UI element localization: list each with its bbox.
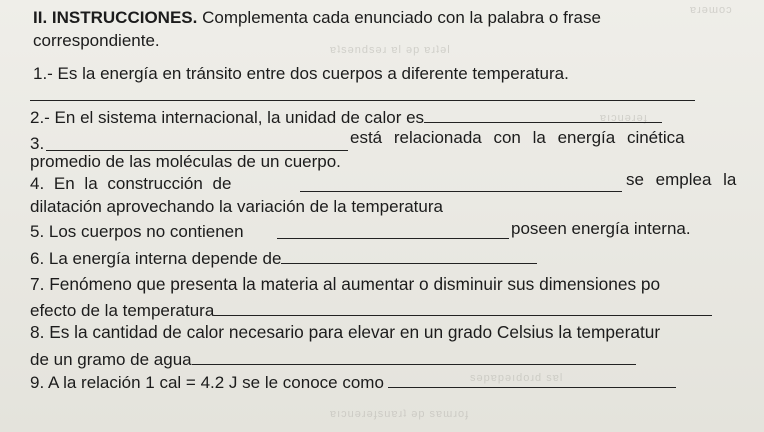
question-7-cont-text: efecto de la temperatura (30, 301, 215, 320)
answer-blank-3[interactable] (46, 150, 348, 151)
question-4: 4. En la construcción de (30, 174, 232, 193)
answer-blank-4[interactable] (300, 191, 622, 192)
answer-blank-7[interactable] (214, 300, 712, 316)
instructions-text-cont: correspondiente. (33, 31, 160, 50)
bleed-through-text: ɐʇsǝndsǝɹ ɐl ǝp ɐɹʇǝl (330, 44, 451, 56)
question-3 (30, 134, 44, 154)
question-2-text: 2.- En el sistema internacional, la unidad de calor es (30, 108, 425, 127)
instructions-heading (33, 8, 601, 28)
bleed-through-text: ɐɹǝɯoɔ (690, 4, 733, 16)
question-3-number: 3. (30, 134, 45, 153)
question-5-end: poseen energía interna. (511, 219, 691, 238)
answer-blank-2[interactable] (424, 107, 662, 123)
question-8-cont-text: de un gramo de agua (30, 350, 192, 369)
answer-blank-6[interactable] (281, 248, 537, 264)
bleed-through-text: ɐıɔuǝɹǝɟsuɐɹʇ ǝp sɐɯɹoɟ (330, 408, 470, 420)
question-5 (30, 222, 244, 242)
question-7-cont (30, 300, 712, 321)
question-1: 1.- Es la energía en tránsito entre dos cuerpos a diferente temperatura. (33, 64, 569, 83)
question-8-cont (30, 349, 636, 370)
question-3-rest: está relacionada con la energía cinética (350, 128, 685, 147)
question-7: 7. Fenómeno que presenta la materia al aumentar o disminuir sus dimensiones po (30, 274, 661, 294)
question-5-text: 5. Los cuerpos no contienen (30, 222, 244, 241)
answer-blank-1[interactable] (30, 100, 695, 101)
question-4-cont: dilatación aprovechando la variación de la temperatura (30, 197, 443, 216)
answer-blank-9[interactable] (388, 372, 676, 388)
question-4-end: se emplea la (626, 170, 737, 189)
answer-blank-5[interactable] (277, 238, 509, 239)
instructions-text: Complementa cada enunciado con la palabra o frase (197, 8, 601, 27)
bleed-through-text: sǝpɐpǝıdoɹd sɐl (470, 372, 564, 384)
answer-blank-8[interactable] (192, 349, 636, 365)
question-9 (30, 372, 676, 393)
question-6-text: 6. La energía interna depende de (30, 249, 282, 268)
question-3-cont: promedio de las moléculas de un cuerpo. (30, 152, 341, 171)
question-6 (30, 248, 537, 269)
question-9-text: 9. A la relación 1 cal = 4.2 J se le conoce como (30, 373, 384, 392)
question-8: 8. Es la cantidad de calor necesario para elevar en un grado Celsius la temperatur (30, 322, 661, 342)
bleed-through-text: ɐıɔuǝɹǝɟ (600, 112, 648, 124)
section-label: II. INSTRUCCIONES. (33, 8, 198, 27)
question-2 (30, 107, 662, 128)
